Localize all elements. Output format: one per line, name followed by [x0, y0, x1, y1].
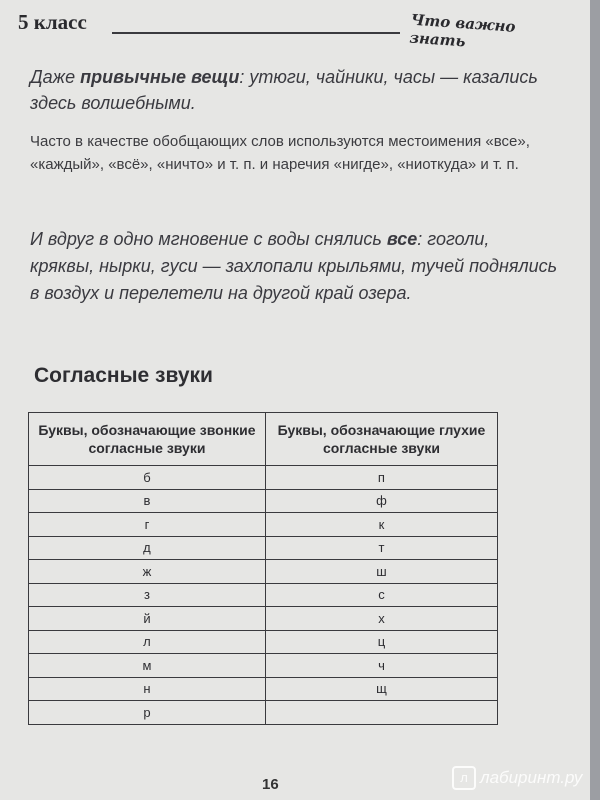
table-row	[29, 583, 498, 607]
table-row	[29, 489, 498, 513]
example-sentence-2	[30, 226, 558, 307]
example-1-bold: привычные вещи	[80, 67, 240, 87]
voiceless-letter-cell	[265, 701, 497, 725]
rule-note: Часто в качестве обобщающих слов используются местоимения «все», «каждый», «всё», «ничто» и т. п. и наречия «нигде», «ниоткуда» и т. п.	[30, 133, 530, 174]
voiceless-letter-cell: ф	[265, 489, 497, 513]
header-title: Что важно знать	[408, 10, 517, 51]
table-row	[29, 677, 498, 701]
next-page-edge	[590, 0, 600, 800]
consonants-table	[28, 412, 498, 725]
voiced-letter-cell: л	[29, 630, 266, 654]
voiced-letter-cell: м	[29, 654, 266, 678]
voiced-letter-cell: г	[29, 513, 266, 537]
table-row	[29, 513, 498, 537]
table-row	[29, 630, 498, 654]
table-body	[29, 466, 498, 725]
voiceless-letter-cell: ш	[265, 560, 497, 584]
example-1-end: : утюги, чайники, часы — казались здесь волшебными.	[30, 67, 538, 114]
page-number: 16	[262, 776, 279, 793]
watermark-text: лабиринт.ру	[480, 768, 583, 787]
table-row	[29, 701, 498, 725]
voiced-letter-cell: р	[29, 701, 266, 725]
voiceless-letter-cell: х	[265, 607, 497, 631]
section-title: Согласные звуки	[34, 364, 213, 387]
example-2-end: : гоголи, кряквы, нырки, гуси — захлопали крыльями, тучей поднялись в воздух и перелетели на другой край озера.	[30, 229, 558, 303]
table-row	[29, 654, 498, 678]
table-row	[29, 536, 498, 560]
voiced-letter-cell: в	[29, 489, 266, 513]
watermark	[452, 766, 582, 790]
voiceless-letter-cell: к	[265, 513, 497, 537]
table-row	[29, 466, 498, 490]
voiced-column-header: Буквы, обозначающие звонкие согласные звуки	[29, 413, 266, 466]
voiced-letter-cell: д	[29, 536, 266, 560]
voiceless-letter-cell: ч	[265, 654, 497, 678]
table-row	[29, 607, 498, 631]
table-row	[29, 560, 498, 584]
voiceless-letter-cell: щ	[265, 677, 497, 701]
voiced-letter-cell: й	[29, 607, 266, 631]
example-2-bold: все	[386, 229, 418, 249]
voiceless-letter-cell: с	[265, 583, 497, 607]
voiceless-column-header: Буквы, обозначающие глухие согласные звуки	[265, 413, 497, 466]
voiceless-letter-cell: т	[265, 536, 497, 560]
labirint-logo-icon: л	[452, 766, 476, 790]
voiced-letter-cell: б	[29, 466, 266, 490]
table-header-row	[29, 413, 498, 466]
example-sentence-1	[30, 64, 558, 116]
voiced-letter-cell: з	[29, 583, 266, 607]
grade-label: 5 класс	[18, 10, 87, 34]
example-2-start: И вдруг в одно мгновение с воды снялись	[30, 229, 387, 249]
voiced-letter-cell: ж	[29, 560, 266, 584]
voiceless-letter-cell: п	[265, 466, 497, 490]
voiceless-letter-cell: ц	[265, 630, 497, 654]
header-rule	[112, 32, 400, 34]
voiced-letter-cell: н	[29, 677, 266, 701]
example-1-start: Даже	[30, 67, 81, 87]
page-header	[18, 10, 566, 50]
